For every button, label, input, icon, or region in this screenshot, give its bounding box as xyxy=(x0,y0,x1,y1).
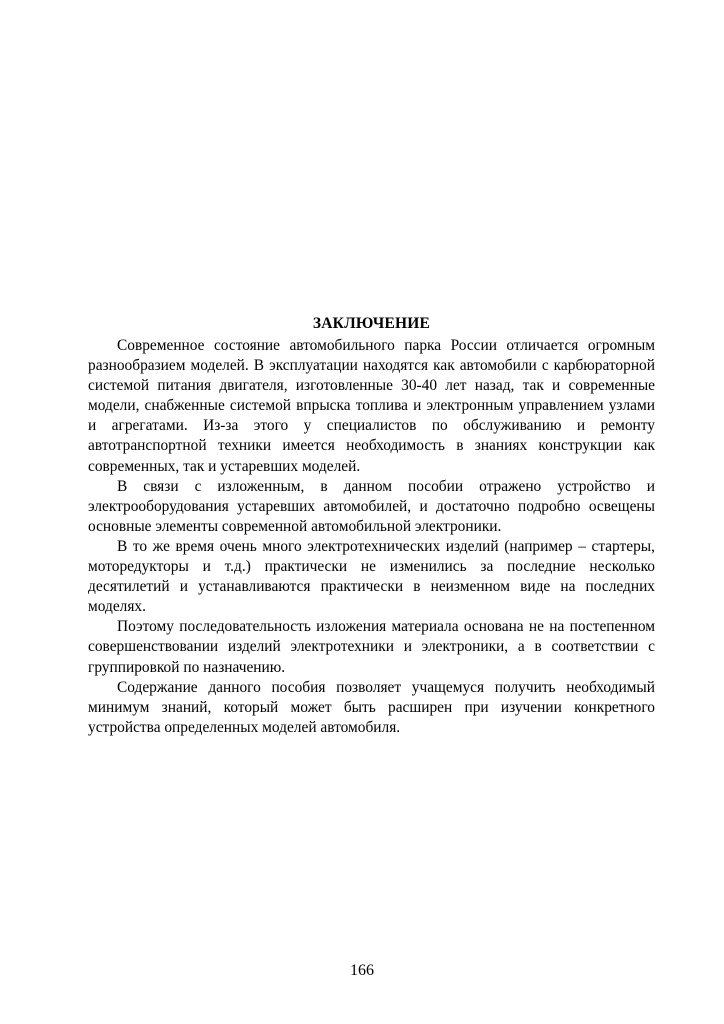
document-body xyxy=(88,314,655,738)
paragraph: В связи с изложенным, в данном пособии отражено устройство и электрооборудования устаревших автомобилей, и достаточно подробно освещены основные элементы современной автомобильной электроники. xyxy=(88,477,655,535)
paragraph: Поэтому последовательность изложения материала основана не на постепенном совершенствовании изделий электротехники и электроники, а в соответствии с группировкой по назначению. xyxy=(88,618,655,676)
paragraph: Современное состояние автомобильного парка России отличается огромным разнообразием моделей. В эксплуатации находятся как автомобили с карбюраторной системой питания двигателя, изготовленные 30-40 лет назад, так и современные модели, снабженные системой впрыска топлива и электронным управлением узлами и агрегатами. Из-за этого у специалистов по обслуживанию и ремонту автотранспортной техники имеется необходимость в знаниях конструкции как современных, так и устаревших моделей. xyxy=(88,337,655,475)
paragraph: Содержание данного пособия позволяет учащемуся получить необходимый минимум знаний, который может быть расширен при изучении конкретного устройства определенных моделей автомобиля. xyxy=(88,678,655,736)
paragraph: В то же время очень много электротехнических изделий (например – стартеры, моторедукторы и т.д.) практически не изменились за последние несколько десятилетий и устанавливаются практически в неизменном виде на последних моделях. xyxy=(88,537,655,616)
section-heading: ЗАКЛЮЧЕНИЕ xyxy=(312,315,431,332)
page-number: 166 xyxy=(350,962,374,979)
